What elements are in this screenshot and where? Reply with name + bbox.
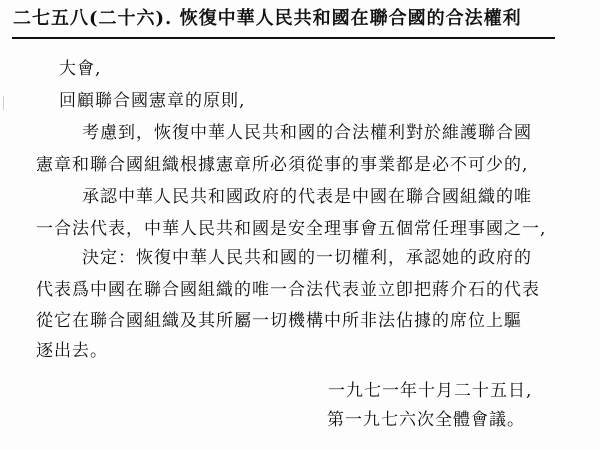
text-line: 決定：恢復中華人民共和國的一切權利，承認她的政府的 xyxy=(82,248,532,268)
text-line: 從它在聯合國組織及其所屬一切機構中所非法佔據的席位上驅 xyxy=(36,311,522,331)
text-line: 大會, xyxy=(59,59,102,79)
text-line: 回顧聯合國憲章的原則, xyxy=(59,91,246,111)
text-line: 一合法代表，中華人民共和國是安全理事會五個常任理事國之一, xyxy=(36,219,547,239)
margin-mark xyxy=(3,96,8,110)
resolution-heading: 二七五八(二十六). 恢復中華人民共和國在聯合國的合法權利 xyxy=(13,8,522,29)
text-line: 代表爲中國在聯合國組織的唯一合法代表並立卽把蔣介石的代表 xyxy=(36,280,540,300)
text-line: 憲章和聯合國組織根據憲章所必須從事的事業都是必不可少的, xyxy=(36,155,529,175)
signature-date: 一九七一年十月二十五日, xyxy=(328,381,533,401)
text-line: 逐出去。 xyxy=(36,341,108,361)
signature-meeting: 第一九七六次全體會議。 xyxy=(327,410,525,430)
text-line: 承認中華人民共和國政府的代表是中國在聯合國組織的唯 xyxy=(82,187,532,207)
text-line: 考慮到，恢復中華人民共和國的合法權利對於維護聯合國 xyxy=(82,123,532,143)
heading-underline xyxy=(12,37,555,39)
